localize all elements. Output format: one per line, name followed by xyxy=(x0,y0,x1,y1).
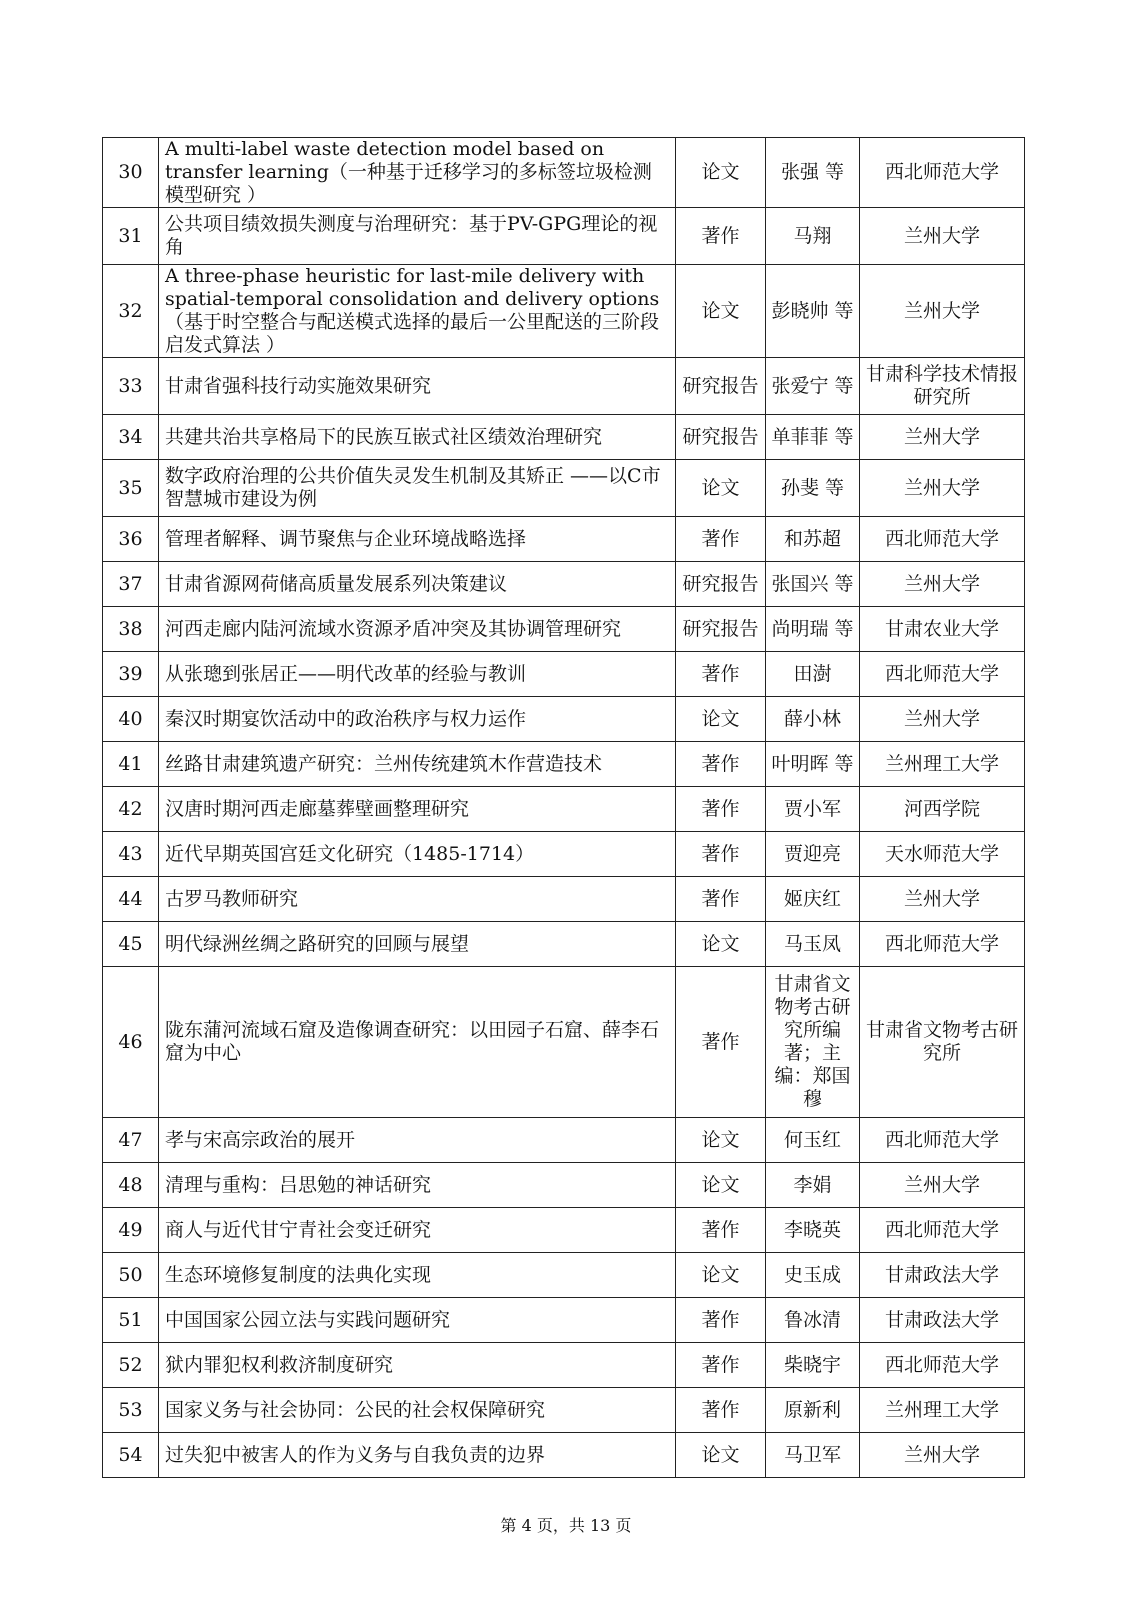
row-title: 汉唐时期河西走廊墓葬壁画整理研究 xyxy=(159,787,676,832)
row-organization: 河西学院 xyxy=(860,787,1025,832)
row-type: 论文 xyxy=(676,1433,766,1478)
row-organization: 西北师范大学 xyxy=(860,1118,1025,1163)
row-organization: 西北师范大学 xyxy=(860,1343,1025,1388)
row-author: 马卫军 xyxy=(766,1433,860,1478)
table-row xyxy=(103,1298,1025,1343)
row-organization: 西北师范大学 xyxy=(860,138,1025,208)
row-organization: 西北师范大学 xyxy=(860,517,1025,562)
row-number: 45 xyxy=(103,922,159,967)
table-row xyxy=(103,1118,1025,1163)
table-row xyxy=(103,1208,1025,1253)
row-type: 研究报告 xyxy=(676,415,766,460)
row-title: 近代早期英国宫廷文化研究（1485-1714） xyxy=(159,832,676,877)
row-author: 张国兴 等 xyxy=(766,562,860,607)
row-organization: 兰州大学 xyxy=(860,877,1025,922)
row-organization: 天水师范大学 xyxy=(860,832,1025,877)
row-number: 54 xyxy=(103,1433,159,1478)
table-row xyxy=(103,1163,1025,1208)
row-organization: 甘肃省文物考古研究所 xyxy=(860,967,1025,1118)
table-row xyxy=(103,1388,1025,1433)
row-title: 甘肃省源网荷储高质量发展系列决策建议 xyxy=(159,562,676,607)
table-row xyxy=(103,832,1025,877)
row-organization: 兰州大学 xyxy=(860,697,1025,742)
row-title: 河西走廊内陆河流域水资源矛盾冲突及其协调管理研究 xyxy=(159,607,676,652)
row-author: 原新利 xyxy=(766,1388,860,1433)
row-organization: 兰州理工大学 xyxy=(860,1388,1025,1433)
row-organization: 西北师范大学 xyxy=(860,652,1025,697)
row-type: 著作 xyxy=(676,832,766,877)
table-row xyxy=(103,652,1025,697)
table-row xyxy=(103,265,1025,358)
row-title: 过失犯中被害人的作为义务与自我负责的边界 xyxy=(159,1433,676,1478)
row-title: 国家义务与社会协同：公民的社会权保障研究 xyxy=(159,1388,676,1433)
row-author: 史玉成 xyxy=(766,1253,860,1298)
row-title: 明代绿洲丝绸之路研究的回顾与展望 xyxy=(159,922,676,967)
row-type: 论文 xyxy=(676,265,766,358)
row-author: 尚明瑞 等 xyxy=(766,607,860,652)
row-author: 和苏超 xyxy=(766,517,860,562)
row-title: 狱内罪犯权利救济制度研究 xyxy=(159,1343,676,1388)
row-type: 论文 xyxy=(676,1163,766,1208)
row-organization: 兰州理工大学 xyxy=(860,742,1025,787)
row-type: 著作 xyxy=(676,877,766,922)
row-author: 李娟 xyxy=(766,1163,860,1208)
row-organization: 甘肃政法大学 xyxy=(860,1253,1025,1298)
table-row xyxy=(103,607,1025,652)
row-title: A multi-label waste detection model based on transfer learning（一种基于迁移学习的多标签垃圾检测模型研究 ） xyxy=(159,138,676,208)
row-author: 贾迎亮 xyxy=(766,832,860,877)
row-number: 40 xyxy=(103,697,159,742)
row-title: 商人与近代甘宁青社会变迁研究 xyxy=(159,1208,676,1253)
row-organization: 甘肃科学技术情报研究所 xyxy=(860,358,1025,415)
row-title: 数字政府治理的公共价值失灵发生机制及其矫正 ——以C市智慧城市建设为例 xyxy=(159,460,676,517)
row-author: 彭晓帅 等 xyxy=(766,265,860,358)
row-organization: 兰州大学 xyxy=(860,562,1025,607)
row-number: 35 xyxy=(103,460,159,517)
row-type: 论文 xyxy=(676,922,766,967)
row-title: 公共项目绩效损失测度与治理研究：基于PV-GPG理论的视角 xyxy=(159,208,676,265)
row-title: 陇东蒲河流域石窟及造像调查研究：以田园子石窟、薛李石窟为中心 xyxy=(159,967,676,1118)
row-type: 著作 xyxy=(676,1208,766,1253)
row-type: 著作 xyxy=(676,1343,766,1388)
row-number: 51 xyxy=(103,1298,159,1343)
table-row xyxy=(103,742,1025,787)
row-number: 37 xyxy=(103,562,159,607)
row-title: A three-phase heuristic for last-mile delivery with spatial-temporal consolidation and delivery options（基于时空整合与配送模式选择的最后一公里配送的三阶段启发式算法 ） xyxy=(159,265,676,358)
row-number: 53 xyxy=(103,1388,159,1433)
row-number: 33 xyxy=(103,358,159,415)
row-number: 31 xyxy=(103,208,159,265)
row-author: 姬庆红 xyxy=(766,877,860,922)
row-author: 薛小林 xyxy=(766,697,860,742)
table-row xyxy=(103,1253,1025,1298)
row-number: 38 xyxy=(103,607,159,652)
row-number: 42 xyxy=(103,787,159,832)
row-number: 52 xyxy=(103,1343,159,1388)
row-number: 49 xyxy=(103,1208,159,1253)
row-author: 田澍 xyxy=(766,652,860,697)
row-title: 中国国家公园立法与实践问题研究 xyxy=(159,1298,676,1343)
table-row xyxy=(103,138,1025,208)
table-row xyxy=(103,1343,1025,1388)
row-organization: 西北师范大学 xyxy=(860,1208,1025,1253)
row-number: 46 xyxy=(103,967,159,1118)
table-row xyxy=(103,1433,1025,1478)
row-type: 研究报告 xyxy=(676,562,766,607)
table-row xyxy=(103,562,1025,607)
row-type: 研究报告 xyxy=(676,607,766,652)
row-organization: 兰州大学 xyxy=(860,1163,1025,1208)
row-title: 管理者解释、调节聚焦与企业环境战略选择 xyxy=(159,517,676,562)
row-title: 生态环境修复制度的法典化实现 xyxy=(159,1253,676,1298)
row-number: 41 xyxy=(103,742,159,787)
table-row xyxy=(103,517,1025,562)
row-author: 贾小军 xyxy=(766,787,860,832)
row-organization: 兰州大学 xyxy=(860,265,1025,358)
row-organization: 甘肃农业大学 xyxy=(860,607,1025,652)
row-organization: 西北师范大学 xyxy=(860,922,1025,967)
awards-table xyxy=(102,137,1025,1478)
row-organization: 兰州大学 xyxy=(860,1433,1025,1478)
row-author: 张爱宁 等 xyxy=(766,358,860,415)
row-type: 著作 xyxy=(676,652,766,697)
row-author: 甘肃省文物考古研究所编著；主编：郑国穆 xyxy=(766,967,860,1118)
row-number: 47 xyxy=(103,1118,159,1163)
row-number: 36 xyxy=(103,517,159,562)
row-organization: 兰州大学 xyxy=(860,460,1025,517)
row-author: 马翔 xyxy=(766,208,860,265)
row-number: 43 xyxy=(103,832,159,877)
row-type: 著作 xyxy=(676,208,766,265)
row-author: 单菲菲 等 xyxy=(766,415,860,460)
row-title: 共建共治共享格局下的民族互嵌式社区绩效治理研究 xyxy=(159,415,676,460)
table-row xyxy=(103,697,1025,742)
row-type: 著作 xyxy=(676,1388,766,1433)
row-type: 著作 xyxy=(676,967,766,1118)
row-organization: 兰州大学 xyxy=(860,415,1025,460)
row-author: 鲁冰清 xyxy=(766,1298,860,1343)
row-number: 50 xyxy=(103,1253,159,1298)
page-footer: 第 4 页，共 13 页 xyxy=(500,1516,632,1535)
row-type: 论文 xyxy=(676,697,766,742)
row-author: 何玉红 xyxy=(766,1118,860,1163)
row-type: 著作 xyxy=(676,742,766,787)
row-title: 秦汉时期宴饮活动中的政治秩序与权力运作 xyxy=(159,697,676,742)
row-title: 孝与宋高宗政治的展开 xyxy=(159,1118,676,1163)
table-row xyxy=(103,208,1025,265)
table-row xyxy=(103,787,1025,832)
row-author: 马玉凤 xyxy=(766,922,860,967)
row-type: 研究报告 xyxy=(676,358,766,415)
row-type: 论文 xyxy=(676,138,766,208)
row-number: 44 xyxy=(103,877,159,922)
table-row xyxy=(103,922,1025,967)
row-title: 古罗马教师研究 xyxy=(159,877,676,922)
row-title: 甘肃省强科技行动实施效果研究 xyxy=(159,358,676,415)
row-number: 39 xyxy=(103,652,159,697)
row-title: 丝路甘肃建筑遗产研究：兰州传统建筑木作营造技术 xyxy=(159,742,676,787)
row-author: 叶明晖 等 xyxy=(766,742,860,787)
row-title: 从张璁到张居正——明代改革的经验与教训 xyxy=(159,652,676,697)
table-row xyxy=(103,967,1025,1118)
row-type: 论文 xyxy=(676,1253,766,1298)
row-type: 著作 xyxy=(676,1298,766,1343)
row-author: 柴晓宇 xyxy=(766,1343,860,1388)
row-author: 张强 等 xyxy=(766,138,860,208)
row-number: 48 xyxy=(103,1163,159,1208)
table-row xyxy=(103,358,1025,415)
row-organization: 兰州大学 xyxy=(860,208,1025,265)
row-type: 著作 xyxy=(676,517,766,562)
row-author: 孙斐 等 xyxy=(766,460,860,517)
row-number: 32 xyxy=(103,265,159,358)
row-author: 李晓英 xyxy=(766,1208,860,1253)
row-type: 论文 xyxy=(676,1118,766,1163)
row-type: 著作 xyxy=(676,787,766,832)
row-number: 30 xyxy=(103,138,159,208)
row-type: 论文 xyxy=(676,460,766,517)
table-row xyxy=(103,415,1025,460)
row-title: 清理与重构：吕思勉的神话研究 xyxy=(159,1163,676,1208)
row-organization: 甘肃政法大学 xyxy=(860,1298,1025,1343)
row-number: 34 xyxy=(103,415,159,460)
table-row xyxy=(103,877,1025,922)
table-row xyxy=(103,460,1025,517)
